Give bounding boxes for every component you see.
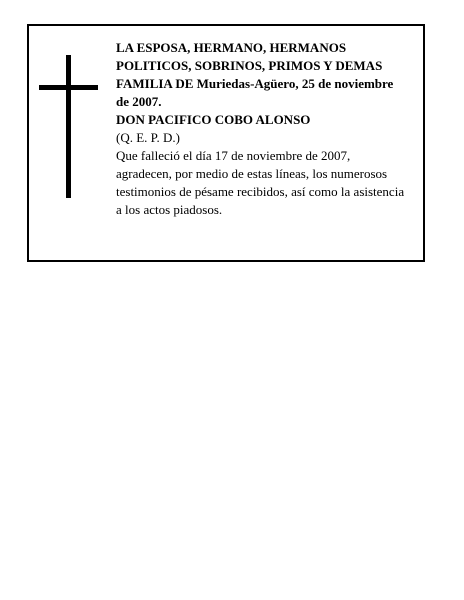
body-line-1: Que falleció el día 17 de noviembre de 2007, [116,148,351,163]
obituary-notice [27,24,425,262]
deceased-name: DON PACIFICO COBO ALONSO [116,112,311,127]
heading-line-4: de 2007. [116,94,162,109]
cross-icon-bar [39,85,98,90]
notice-text [116,39,416,219]
heading-line-1: LA ESPOSA, HERMANO, HERMANOS [116,40,347,55]
body-line-3: testimonios de pésame recibidos, así como la asistencia [116,184,405,199]
heading-line-2: POLITICOS, SOBRINOS, PRIMOS Y DEMAS [116,58,383,73]
heading-line-3: FAMILIA DE Muriedas-Agüero, 25 de noviembre [116,76,394,91]
body-line-2: agradecen, por medio de estas líneas, los numerosos [116,166,388,181]
body-line-4: a los actos piadosos. [116,202,223,217]
cross-icon [66,55,71,198]
rip-text: (Q. E. P. D.) [116,130,180,145]
